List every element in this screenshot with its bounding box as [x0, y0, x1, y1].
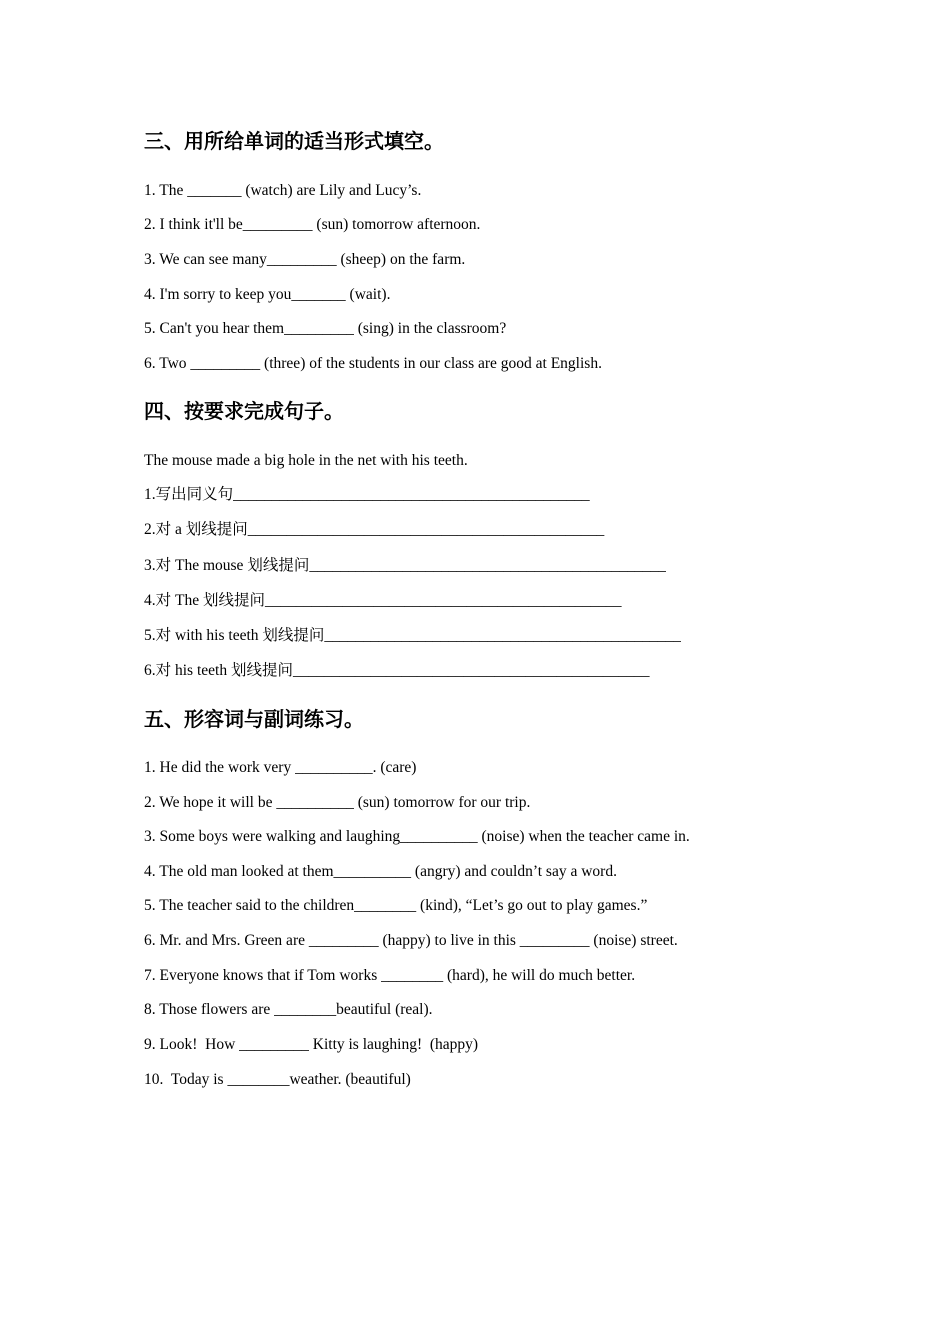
section-3-item-5: 5. Can't you hear them_________ (sing) in the classroom?	[144, 320, 507, 337]
section-5-item-2: 2. We hope it will be __________ (sun) tomorrow for our trip.	[144, 794, 531, 811]
section-5-item-6: 6. Mr. and Mrs. Green are _________ (happy) to live in this _________ (noise) street.	[144, 932, 678, 949]
section-4-item-1: 1.写出同义句______________________________________________	[144, 486, 590, 503]
section-5-item-10: 10. Today is ________weather. (beautiful)	[144, 1071, 411, 1088]
section-4-sentence: The mouse made a big hole in the net with his teeth.	[144, 452, 468, 469]
section-5-item-9: 9. Look! How _________ Kitty is laughing! (happy)	[144, 1036, 479, 1053]
section-4-item-4: 4.对 The 划线提问______________________________________________	[144, 592, 622, 609]
section-5-item-3: 3. Some boys were walking and laughing__________ (noise) when the teacher came in.	[144, 828, 690, 845]
section-5-title: 五、形容词与副词练习。	[144, 707, 364, 731]
section-3-item-1: 1. The _______ (watch) are Lily and Lucy’s.	[144, 182, 422, 199]
section-5-item-8: 8. Those flowers are ________beautiful (real).	[144, 1001, 433, 1018]
section-3-item-2: 2. I think it'll be_________ (sun) tomorrow afternoon.	[144, 216, 481, 233]
section-4-item-3: 3.对 The mouse 划线提问______________________________________________	[144, 557, 666, 574]
section-4-item-6: 6.对 his teeth 划线提问______________________________________________	[144, 662, 650, 679]
section-5-item-5: 5. The teacher said to the children________ (kind), “Let’s go out to play games.”	[144, 897, 648, 914]
section-3-title: 三、用所给单词的适当形式填空。	[144, 129, 444, 153]
section-4-title: 四、按要求完成句子。	[144, 399, 344, 423]
section-3-item-3: 3. We can see many_________ (sheep) on the farm.	[144, 251, 466, 268]
section-5-item-1: 1. He did the work very __________. (care)	[144, 759, 417, 776]
section-4-item-5: 5.对 with his teeth 划线提问______________________________________________	[144, 627, 681, 644]
section-5-item-4: 4. The old man looked at them__________ (angry) and couldn’t say a word.	[144, 863, 617, 880]
section-3-item-4: 4. I'm sorry to keep you_______ (wait).	[144, 286, 391, 303]
section-4-item-2: 2.对 a 划线提问______________________________________________	[144, 521, 605, 538]
section-3-item-6: 6. Two _________ (three) of the students in our class are good at English.	[144, 355, 602, 372]
section-5-item-7: 7. Everyone knows that if Tom works ________ (hard), he will do much better.	[144, 967, 636, 984]
